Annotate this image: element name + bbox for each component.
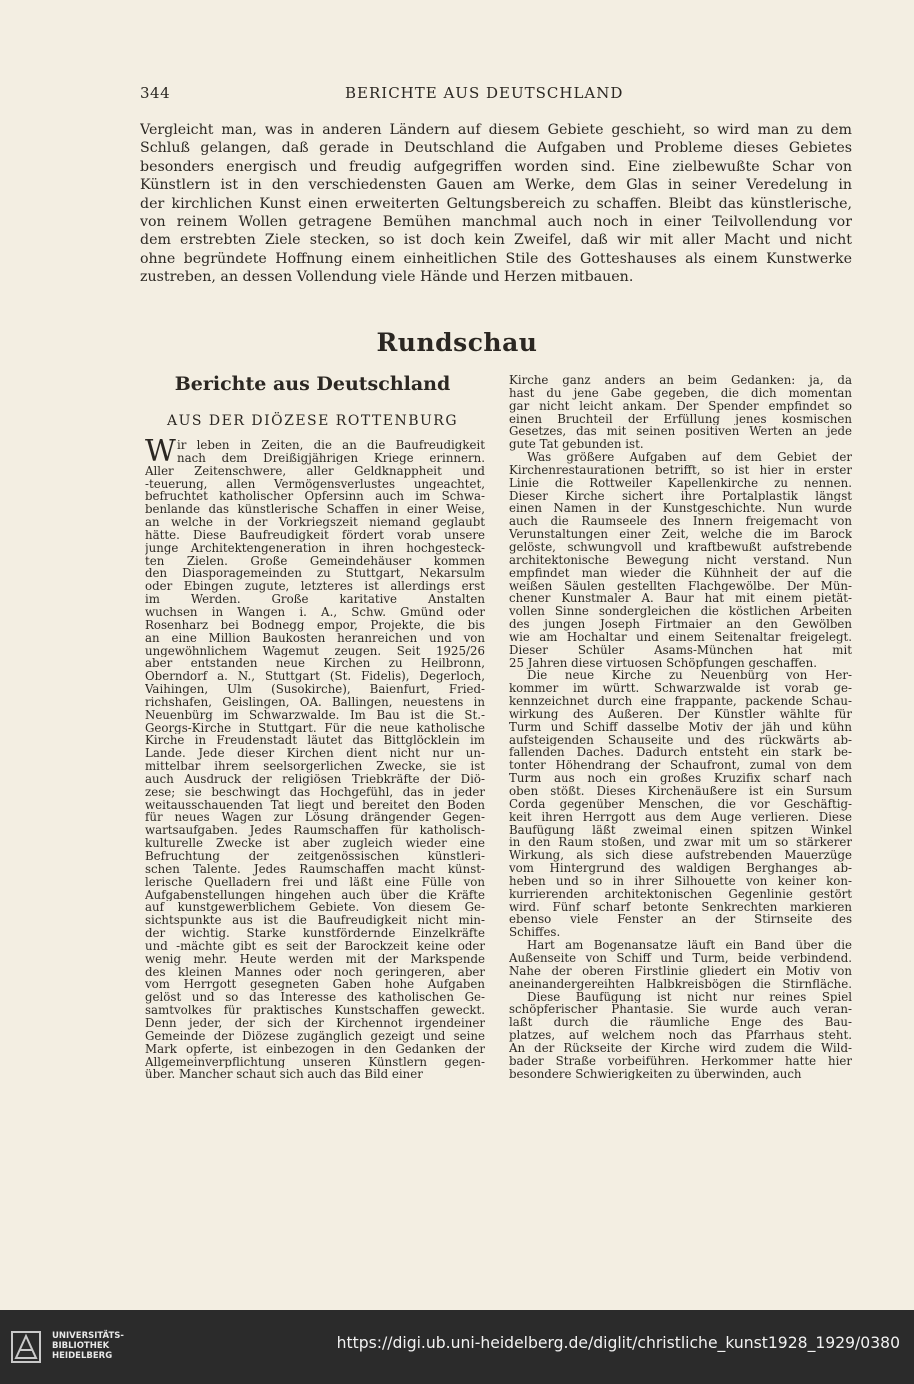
text-line: bader Straße vorbeiführen. Herkommer hatte hier bbox=[509, 1054, 852, 1068]
text-line: Oberndorf a. N., Stuttgart (St. Fidelis), Degerloch, bbox=[145, 670, 485, 684]
text-line: oder Ebingen zugute, letzteres ist allerdings erst bbox=[145, 580, 485, 594]
text-line: Lande. Jede dieser Kirchen dient nicht nur un- bbox=[145, 747, 485, 761]
text-line: Neuenbürg im Schwarzwalde. Im Bau ist die St.- bbox=[145, 708, 485, 722]
section-title: Rundschau bbox=[376, 328, 538, 357]
text-line: hast du jene Gabe gegeben, die dich momentan bbox=[509, 386, 852, 400]
text-line: ir leben in Zeiten, die an die Baufreudigkeit bbox=[177, 439, 485, 452]
text-line: mittelbar ihrem seelsorgerlichen Zwecke, sie ist bbox=[145, 760, 485, 773]
text-line: kulturelle Zwecke ist aber zugleich wieder eine bbox=[145, 837, 485, 850]
text-line: benlande das künstlerische Schaffen in einer Weise, bbox=[145, 503, 485, 517]
text-line: kommer im württ. Schwarzwalde ist vorab ge- bbox=[509, 682, 852, 696]
text-line: und -mächte gibt es seit der Barockzeit keine oder bbox=[145, 939, 485, 953]
text-line: ohne begründete Hoffnung einem einheitlichen Stile des Gotteshauses als einem Kunstwerke bbox=[140, 250, 852, 267]
text-line: wuchsen in Wangen i. A., Schw. Gmünd oder bbox=[145, 605, 485, 619]
text-line: junge Architektengeneration in ihren hochgesteck- bbox=[145, 541, 485, 555]
text-line: Linie die Rottweiler Kapellenkirche zu nennen. bbox=[509, 476, 852, 490]
intro-paragraph bbox=[140, 121, 852, 287]
running-head bbox=[140, 84, 855, 106]
text-line: zese; sie beschwingt das Hochgefühl, das in jeder bbox=[145, 785, 485, 799]
text-line: auch Ausdruck der religiösen Triebkräfte der Diö- bbox=[145, 772, 485, 786]
text-line: zustreben, an dessen Vollendung viele Hände und Herzen mitbauen. bbox=[140, 269, 634, 286]
text-line: Künstlern ist in den verschiedensten Gauen am Werke, dem Glas in seiner Veredelung in bbox=[140, 177, 852, 194]
text-line: Allgemeinverpflichtung unseren Künstlern gegen- bbox=[145, 1055, 485, 1069]
text-line: vom Herrgott gesegneten Gaben hohe Aufgaben bbox=[145, 978, 485, 992]
text-line: ebenso viele Fenster an der Stirnseite des bbox=[509, 913, 852, 927]
text-line: Vergleicht man, was in anderen Ländern auf diesem Gebiete geschieht, so wird man zu dem bbox=[140, 122, 852, 138]
text-line: wenig mehr. Heute werden mit der Markspende bbox=[145, 952, 485, 966]
text-line: lerische Quelladern frei und läßt eine Fülle von bbox=[145, 875, 485, 889]
text-line: Kirchenrestaurationen betrifft, so ist hier in erster bbox=[509, 463, 852, 477]
permalink-url[interactable]: https://digi.ub.uni-heidelberg.de/diglit/christliche_kunst1928_1929/0380 bbox=[336, 1334, 900, 1352]
text-line: vollen Sinne sondergleichen die köstlichen Arbeiten bbox=[509, 605, 852, 619]
text-line: besonders energisch und freudig aufgegriffen worden sind. Eine zielbewußte Schar von bbox=[140, 158, 852, 175]
text-line: Turm und Schiff dasselbe Motiv der jäh und kühn bbox=[509, 720, 852, 734]
text-line: Baufügung läßt zweimal einen spitzen Winkel bbox=[509, 823, 852, 837]
text-line: An der Rückseite der Kirche wird zudem die Wild- bbox=[509, 1041, 852, 1055]
text-line: schen Talente. Jedes Raumschaffen macht künst- bbox=[145, 862, 485, 876]
text-line: Gemeinde der Diözese zugänglich gezeigt und seine bbox=[145, 1029, 485, 1043]
text-line: weitausschauenden Tat liegt und bereitet den Boden bbox=[145, 798, 485, 812]
text-line: von reinem Wollen getragene Bemühen manchmal auch noch in einer Teilvollendung vor bbox=[140, 213, 852, 230]
text-line: aneinandergereihten Halbkreisbögen die Stirnfläche. bbox=[509, 977, 852, 991]
text-line: befruchtet katholischer Opfersinn auch im Schwa- bbox=[145, 490, 485, 504]
text-line: Dieser Schüler Asams-München hat mit bbox=[509, 643, 852, 657]
text-line: Kirche ganz anders an beim Gedanken: ja, da bbox=[509, 374, 852, 387]
text-line: gar nicht leicht ankam. Der Spender empfindet so bbox=[509, 399, 852, 413]
text-line: den Diasporagemeinden zu Stuttgart, Nekarsulm bbox=[145, 567, 485, 581]
text-line: Schiffes. bbox=[509, 926, 561, 940]
text-line: Wirkung, als sich diese aufstrebenden Mauerzüge bbox=[509, 849, 852, 863]
text-line: hätte. Diese Baufreudigkeit fördert vorab unsere bbox=[145, 528, 485, 542]
text-line: wird. Fünf scharf betonte Senkrechten markieren bbox=[509, 900, 852, 914]
text-line: Gesetzes, das mit seinen positiven Werten an jede bbox=[509, 425, 852, 439]
text-line: Die neue Kirche zu Neuenbürg von Her- bbox=[527, 669, 852, 683]
text-line: nach dem Dreißigjährigen Kriege erinnern. bbox=[177, 451, 485, 465]
text-line: Nahe der oberen Firstlinie gliedert ein Motiv von bbox=[509, 964, 852, 978]
text-line: gelöst und so das Interesse des katholischen Ge- bbox=[145, 991, 485, 1005]
text-line: der wichtig. Starke kunstfördernde Einzelkräfte bbox=[145, 927, 485, 940]
text-line: samtvolkes für praktisches Kunstschaffen geweckt. bbox=[145, 1004, 485, 1017]
text-line: Vaihingen, Ulm (Susokirche), Baienfurt, Fried- bbox=[145, 683, 485, 696]
text-line: auf kunstgewerblichem Gebiete. Von diesem Ge- bbox=[145, 901, 485, 915]
text-line: empfindet man wieder die Kühnheit der auf die bbox=[509, 566, 852, 580]
dropcap: W bbox=[145, 434, 176, 469]
text-line: Was größere Aufgaben auf dem Gebiet der bbox=[527, 451, 852, 464]
text-line: chener Kunstmaler A. Baur hat mit einem pietät- bbox=[509, 592, 852, 606]
text-line: wirkung des Äußeren. Der Künstler wählte für bbox=[509, 707, 852, 721]
text-line: fallenden Daches. Dadurch entsteht ein stark be- bbox=[509, 746, 852, 760]
text-line: Georgs-Kirche in Stuttgart. Für die neue katholische bbox=[145, 721, 485, 735]
text-line: schöpferischer Phantasie. Sie wurde auch veran- bbox=[509, 1003, 852, 1017]
logo-line: BIBLIOTHEK bbox=[52, 1341, 110, 1351]
university-seal-icon bbox=[8, 1328, 44, 1366]
column-heading: Berichte aus Deutschland bbox=[174, 373, 451, 395]
text-line: 25 Jahren diese virtuosen Schöpfungen geschaffen. bbox=[509, 656, 817, 670]
text-line: architektonische Bewegung nicht verstand. Nun bbox=[509, 553, 852, 567]
text-line: Diese Baufügung ist nicht nur reines Spiel bbox=[527, 990, 852, 1004]
text-line: im Werden. Große karitative Anstalten bbox=[145, 593, 485, 606]
running-title: BERICHTE AUS DEUTSCHLAND bbox=[345, 84, 624, 102]
text-line: laßt durch die räumliche Enge des Bau- bbox=[509, 1016, 852, 1030]
text-line: vom Hintergrund des waldigen Berghanges ab- bbox=[509, 862, 852, 875]
text-line: Schluß gelangen, daß gerade in Deutschland die Aufgaben und Probleme dieses Gebietes bbox=[140, 140, 852, 157]
text-line: Corda gegenüber Menschen, die vor Geschäftig- bbox=[509, 797, 852, 811]
text-line: kurrierenden architektonischen Gegenlinie gestört bbox=[509, 887, 852, 901]
text-line: sichtspunkte aus ist die Baufreudigkeit nicht min- bbox=[145, 914, 485, 928]
text-line: ungewöhnlichem Wagemut zeugen. Seit 1925/26 bbox=[145, 644, 485, 658]
right-column-text bbox=[509, 374, 852, 1080]
text-line: Verunstaltungen einer Zeit, welche die im Barock bbox=[509, 528, 852, 541]
text-line: an eine Million Baukosten heranreichen und von bbox=[145, 631, 485, 645]
text-line: wartsaufgaben. Jedes Raumschaffen für katholisch- bbox=[145, 824, 485, 838]
text-line: -teuerung, allen Vermögensverlustes ungeachtet, bbox=[145, 477, 485, 491]
text-line: über. Mancher schaut sich auch das Bild einer bbox=[145, 1068, 423, 1082]
text-line: gelöste, schwungvoll und kraftbewußt aufstrebende bbox=[509, 540, 852, 554]
text-line: des kleinen Mannes oder noch geringeren, aber bbox=[145, 965, 485, 979]
text-line: wie am Hochaltar und einem Seitenaltar freigelegt. bbox=[509, 630, 852, 644]
text-line: Aufgabenstellungen hingehen auch über die Kräfte bbox=[145, 888, 485, 902]
text-line: Außenseite von Schiff und Turm, beide verbindend. bbox=[509, 951, 852, 965]
text-line: richshafen, Geislingen, OA. Ballingen, neuestens in bbox=[145, 695, 485, 709]
text-line: Mark opferte, ist einbezogen in den Gedanken der bbox=[145, 1042, 485, 1056]
text-line: platzes, auf welchem noch das Pfarrhaus steht. bbox=[509, 1029, 852, 1042]
logo-line: HEIDELBERG bbox=[52, 1351, 113, 1361]
text-line: Denn jeder, der sich der Kirchennot irgendeiner bbox=[145, 1016, 485, 1030]
text-line: auch die Raumseele des Innern freigemacht von bbox=[509, 515, 852, 529]
text-line: aber entstanden neue Kirchen zu Heilbronn, bbox=[145, 657, 485, 671]
text-line: besondere Schwierigkeiten zu überwinden, auch bbox=[509, 1067, 802, 1081]
page-number: 344 bbox=[140, 84, 171, 102]
logo-line: UNIVERSITÄTS- bbox=[52, 1331, 124, 1341]
text-line: Dieser Kirche sichert ihre Portalplastik längst bbox=[509, 489, 852, 503]
text-line: tonter Höhendrang der Schaufront, zumal von dem bbox=[509, 759, 852, 773]
text-line: einen Bruchteil der Erfüllung jenes kosmischen bbox=[509, 412, 852, 426]
text-line: Turm aus noch ein großes Kruzifix scharf nach bbox=[509, 772, 852, 785]
text-line: aufsteigenden Schauseite und des rückwärts ab- bbox=[509, 733, 852, 747]
viewer-footer bbox=[0, 1310, 914, 1384]
text-line: weißen Säulen gestellten Flachgewölbe. Der Mün- bbox=[509, 579, 852, 593]
text-line: oben stößt. Dieses Kirchenäußere ist ein Sursum bbox=[509, 785, 852, 798]
text-line: an welche in der Vorkriegszeit niemand geglaubt bbox=[145, 516, 485, 529]
text-line: Befruchtung der zeitgenössischen künstleri- bbox=[145, 850, 485, 863]
text-line: kennzeichnet durch eine frappante, packende Schau- bbox=[509, 695, 852, 708]
text-line: Rosenharz bei Bodnegg empor, Projekte, die bis bbox=[145, 618, 485, 632]
text-line: Aller Zeitenschwere, aller Geldknappheit und bbox=[145, 464, 485, 478]
text-line: ten Zielen. Große Gemeindehäuser kommen bbox=[145, 554, 485, 568]
library-logo-text bbox=[52, 1331, 124, 1361]
text-line: in den Raum stoßen, und zwar mit um so stärkerer bbox=[509, 836, 852, 850]
text-line: Kirche in Freudenstadt läutet das Bittglöcklein im bbox=[145, 734, 485, 748]
text-line: für neues Wagen zur Lösung drängender Gegen- bbox=[145, 811, 485, 825]
text-line: keit ihren Herrgott aus dem Auge verlieren. Diese bbox=[509, 810, 852, 824]
text-line: einen Namen in der Kunstgeschichte. Nun wurde bbox=[509, 502, 852, 516]
text-line: der kirchlichen Kunst einen erweiterten Geltungsbereich zu schaffen. Bleibt das künstlerische, bbox=[140, 195, 852, 212]
text-line: gute Tat gebunden ist. bbox=[509, 438, 644, 452]
text-line: dem erstrebten Ziele stecken, so ist doch kein Zweifel, daß wir mit aller Macht und nicht bbox=[140, 232, 852, 249]
text-line: Hart am Bogenansatze läuft ein Band über die bbox=[527, 939, 852, 952]
text-line: des jungen Joseph Firtmaier an den Gewölben bbox=[509, 618, 852, 631]
left-column-text bbox=[145, 434, 485, 1082]
column-subheading: AUS DER DIÖZESE ROTTENBURG bbox=[166, 413, 459, 429]
text-line: heben und so in ihrer Silhouette von keiner kon- bbox=[509, 874, 852, 888]
